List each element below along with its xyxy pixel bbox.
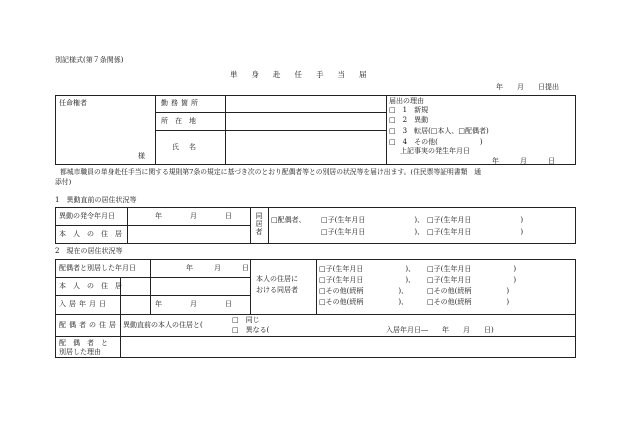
household-row-4-right[interactable]: □その他(続柄 ) [427,298,510,306]
section-1-title: 1 異動直前の居住状況等 [55,196,137,204]
household-row-4-left[interactable]: □その他(続柄 )、 [319,298,409,306]
s1-child-2-checkbox[interactable]: □子(生年月日 ) [427,216,524,224]
location-label: 所在地 [161,117,203,125]
s1-residence-label: 本人の住居 [59,230,129,238]
s2-residence-label: 本人の住居 [59,282,129,290]
spouse-same-checkbox[interactable]: □ 同じ [232,316,260,324]
office-label: 勤務箇所 [161,99,201,107]
household-row-3-left[interactable]: □その他(続柄 )、 [319,287,409,295]
separation-reason-label-2: 別居した理由 [59,348,101,356]
section-2-title: 2 現在の居住状況等 [55,247,123,255]
separation-reason-label-1: 配偶者と [59,339,115,347]
household-row-1-left[interactable]: □子(生年月日 )、 [319,265,416,273]
household-row-2-left[interactable]: □子(生年月日 )、 [319,276,416,284]
s1-child-1-checkbox[interactable]: □子(生年月日 )、 [321,216,425,224]
reason-new-checkbox[interactable]: □ 1 新規 [389,106,429,114]
s1-child-3-checkbox[interactable]: □子(生年月日 )、 [321,228,425,236]
office-field[interactable] [226,98,384,112]
occurred-date-value: 年 月 日 [492,157,555,165]
spouse-move-in-period: 入居年月日― 年 月 日) [386,326,494,334]
name-field[interactable] [226,132,384,164]
household-label-2: おける同居者 [256,286,298,294]
occurred-date-label: 上記事実の発生年月日 [400,147,470,155]
appointer-label: 任命権者 [59,99,87,107]
move-in-label: 入居年月日 [59,300,109,308]
separation-date-label: 配偶者と別居した年月日 [59,264,136,272]
spouse-residence-text: 異動直前の本人の住居と( [123,321,203,329]
reason-other-checkbox[interactable]: □ 4 その他( ) [389,138,483,146]
move-in-value: 年 月 日 [155,300,232,308]
s1-cohabitants-label: 同居者 [255,212,263,237]
reason-title: 届出の理由 [389,97,424,105]
reason-move-checkbox[interactable]: □ 3 転居(□本人、□配偶者) [389,127,489,135]
s1-child-4-checkbox[interactable]: □子(生年月日 ) [427,228,524,236]
s1-spouse-checkbox[interactable]: □配偶者、 [271,216,306,224]
name-label: 氏名 [172,143,206,151]
reason-transfer-checkbox[interactable]: □ 2 異動 [389,116,429,124]
intro-line-2: 添付) [55,178,72,186]
s1-residence-field[interactable] [128,227,248,242]
household-row-2-right[interactable]: □子(生年月日 ) [427,276,517,284]
spouse-different-checkbox[interactable]: □ 異なる( [232,326,270,334]
household-row-1-right[interactable]: □子(生年月日 ) [427,265,517,273]
household-row-3-right[interactable]: □その他(続柄 ) [427,287,510,295]
intro-line-1: 都城市職員の単身赴任手当に関する規則第7条の規定に基づき次のとおり配偶者等との別居の状況等を届け出ます。(住民票等証明書類 通 [60,168,482,176]
move-date-label: 異動の発令年月日 [59,212,115,220]
form-reference: 別記様式(第７条関係) [55,56,124,64]
household-label-1: 本人の住居に [256,275,298,283]
move-date-value: 年 月 日 [155,212,232,220]
appointer-honorific: 様 [138,152,145,160]
form-title: 単身赴任手当届 [230,70,381,79]
s2-residence-field[interactable] [121,279,248,294]
submit-date: 年 月 日提出 [496,83,559,91]
separation-date-value: 年 月 日 [186,264,249,272]
spouse-residence-label: 配偶者の住居 [59,321,119,329]
separation-reason-field[interactable] [121,338,574,356]
location-field[interactable] [226,114,384,129]
